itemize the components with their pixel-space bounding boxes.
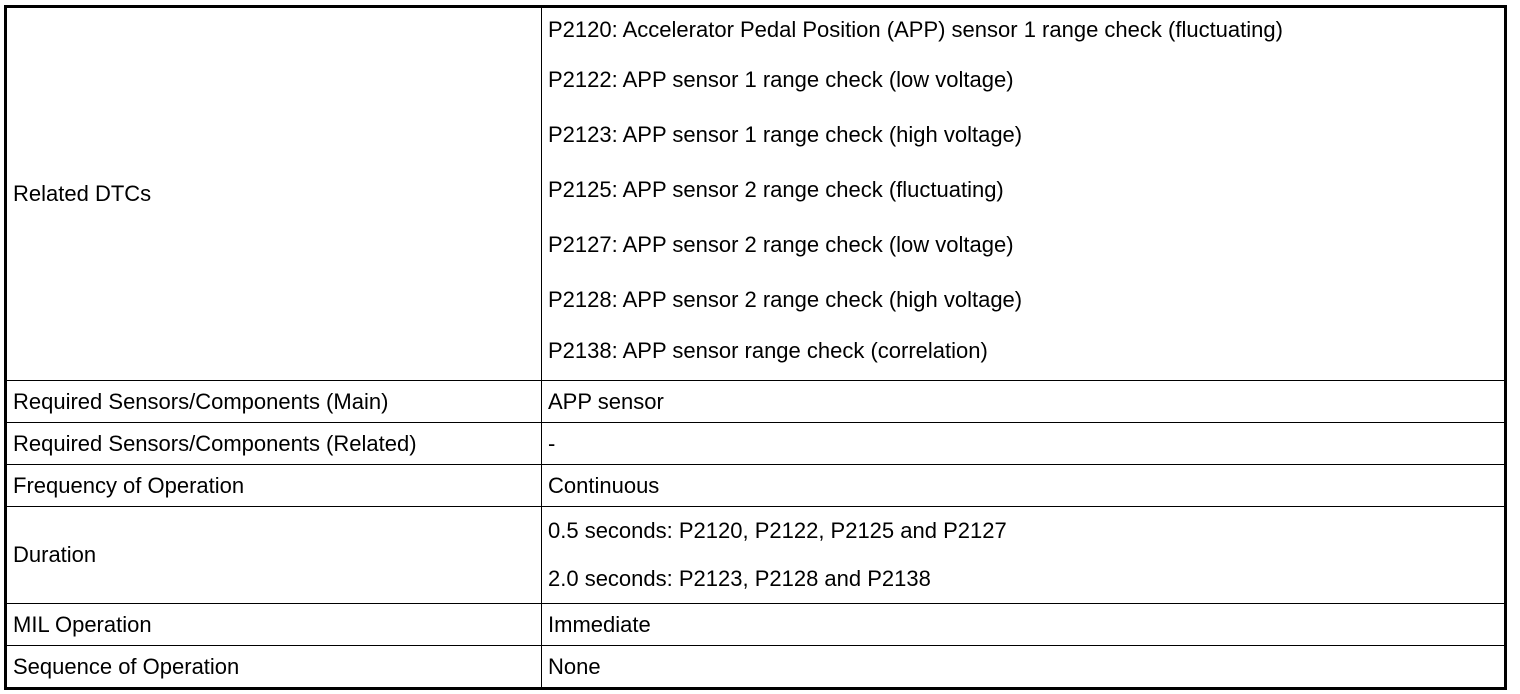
monitor-description-table [4,5,1507,690]
row-value-mil-operation: Immediate [542,604,1506,646]
row-value-required-main: APP sensor [542,381,1506,423]
row-label-required-related: Required Sensors/Components (Related) [6,423,542,465]
row-label-sequence: Sequence of Operation [6,646,542,689]
table-row-frequency [6,465,1506,507]
row-label-frequency: Frequency of Operation [6,465,542,507]
row-value-frequency: Continuous [542,465,1506,507]
duration-entry-0-5-seconds: 0.5 seconds: P2120, P2122, P2125 and P2127 [548,518,1007,543]
dtc-entry-p2127: P2127: APP sensor 2 range check (low voltage) [548,231,1014,257]
row-value-duration [542,507,1506,604]
table-row-mil-operation [6,604,1506,646]
row-label-duration: Duration [6,507,542,604]
dtc-entry-p2125: P2125: APP sensor 2 range check (fluctuating) [548,176,1004,202]
row-label-required-main: Required Sensors/Components (Main) [6,381,542,423]
dtc-entry-p2138: P2138: APP sensor range check (correlation) [548,338,988,363]
table-row-required-related [6,423,1506,465]
dtc-entry-p2123: P2123: APP sensor 1 range check (high voltage) [548,121,1023,147]
dtc-entry-p2122: P2122: APP sensor 1 range check (low voltage) [548,66,1014,92]
row-label-mil-operation: MIL Operation [6,604,542,646]
table-row-duration [6,507,1506,604]
dtc-entry-p2128: P2128: APP sensor 2 range check (high voltage) [548,286,1023,312]
row-label-related-dtcs: Related DTCs [6,7,542,381]
table-row-sequence [6,646,1506,689]
table-row-required-main [6,381,1506,423]
row-value-related-dtcs [542,7,1506,381]
row-value-sequence: None [542,646,1506,689]
table-row-related-dtcs [6,7,1506,381]
row-value-required-related: - [542,423,1506,465]
dtc-entry-p2120: P2120: Accelerator Pedal Position (APP) sensor 1 range check (fluctuating) [548,17,1283,42]
duration-entry-2-0-seconds: 2.0 seconds: P2123, P2128 and P2138 [548,566,931,591]
